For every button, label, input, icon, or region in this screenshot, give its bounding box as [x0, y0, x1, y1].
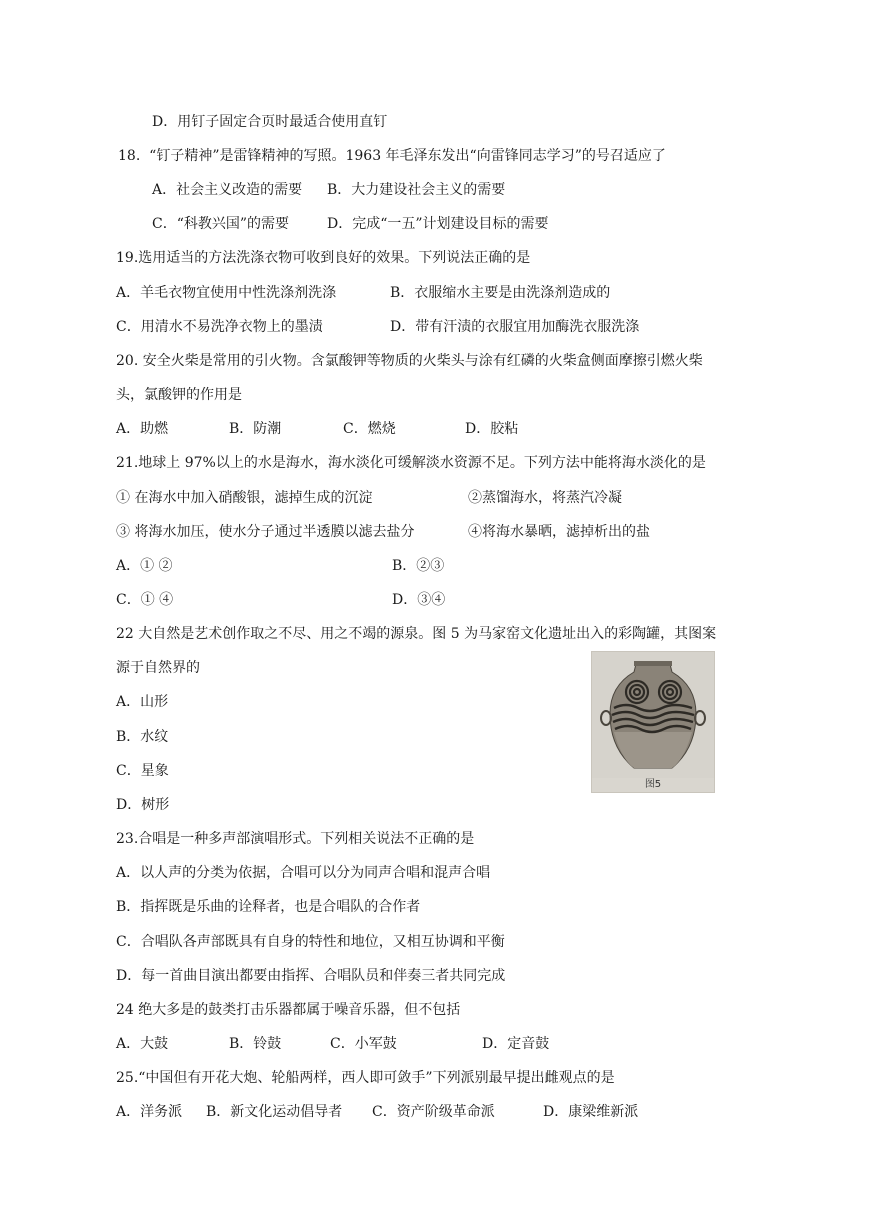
q20-option-b: B．防潮 — [229, 421, 282, 437]
q20-option-d: D．胶粘 — [465, 421, 519, 437]
q18-option-d: D．完成“一五”计划建设目标的需要 — [327, 216, 549, 232]
q23-option-b: B．指挥既是乐曲的诠释者，也是合唱队的合作者 — [116, 899, 421, 915]
q18-option-b: B．大力建设社会主义的需要 — [327, 182, 506, 198]
q20-option-a: A．助燃 — [116, 421, 169, 437]
q21-stem: 21.地球上 97%以上的水是海水，海水淡化可缓解淡水资源不足。下列方法中能将海水淡化的是 — [116, 455, 706, 471]
q22-option-a: A．山形 — [116, 694, 169, 710]
q25-option-b: B．新文化运动倡导者 — [206, 1104, 343, 1120]
q24-stem: 24 绝大多是的鼓类打击乐器都属于噪音乐器，但不包括 — [116, 1002, 461, 1018]
q21-option-d: D．③④ — [392, 592, 446, 608]
q20-stem-line1: 20. 安全火柴是常用的引火物。含氯酸钾等物质的火柴头与涂有红磷的火柴盒侧面摩擦引燃火柴 — [116, 353, 703, 369]
q19-stem: 19.选用适当的方法洗涤衣物可收到良好的效果。下列说法正确的是 — [116, 250, 531, 266]
q21-option-a: A．① ② — [116, 558, 173, 574]
q23-option-d: D．每一首曲目演出都要由指挥、合唱队员和伴奏三者共同完成 — [116, 968, 506, 984]
q25-option-c: C．资产阶级革命派 — [372, 1104, 495, 1120]
q25-option-a: A．洋务派 — [116, 1104, 183, 1120]
q23-stem: 23.合唱是一种多声部演唱形式。下列相关说法不正确的是 — [116, 831, 475, 847]
q23-option-a: A．以人声的分类为依据，合唱可以分为同声合唱和混声合唱 — [116, 865, 491, 881]
q21-item-4: ④将海水暴晒，滤掉析出的盐 — [468, 524, 650, 540]
q23-option-c: C．合唱队各声部既具有自身的特性和地位，又相互协调和平衡 — [116, 934, 505, 950]
q19-option-b: B．衣服缩水主要是由洗涤剂造成的 — [390, 285, 611, 301]
q24-option-a: A．大鼓 — [116, 1036, 169, 1052]
q24-option-b: B．铃鼓 — [229, 1036, 282, 1052]
q24-option-d: D．定音鼓 — [482, 1036, 550, 1052]
q20-stem-line2: 头，氯酸钾的作用是 — [116, 387, 242, 403]
q22-option-c: C．星象 — [116, 763, 169, 779]
q21-option-c: C．① ④ — [116, 592, 174, 608]
q21-item-3: ③ 将海水加压，使水分子通过半透膜以滤去盐分 — [116, 524, 415, 540]
q18-option-c: C．“科教兴国”的需要 — [152, 216, 290, 232]
q22-option-b: B．水纹 — [116, 729, 169, 745]
q22-stem-line2: 源于自然界的 — [116, 660, 200, 676]
q25-stem: 25.“中国但有开花大炮、轮船两样，西人即可敛手”下列派别最早提出雌观点的是 — [116, 1070, 615, 1086]
q21-option-b: B．②③ — [392, 558, 445, 574]
q25-option-d: D．康梁维新派 — [543, 1104, 639, 1120]
q19-option-c: C．用清水不易洗净衣物上的墨渍 — [116, 319, 323, 335]
q22-stem-line1: 22 大自然是艺术创作取之不尽、用之不竭的源泉。图 5 为马家窑文化遗址出入的彩陶罐，其图案 — [116, 626, 717, 642]
q18-stem: 18. “钉子精神”是雷锋精神的写照。1963 年毛泽东发出“向雷锋同志学习”的号召适应了 — [118, 148, 666, 164]
q19-option-d: D．带有汗渍的衣服宜用加酶洗衣服洗涤 — [390, 319, 640, 335]
q22-option-d: D．树形 — [116, 797, 170, 813]
figure-caption: 图5 — [644, 779, 662, 790]
q18-option-a: A．社会主义改造的需要 — [152, 182, 303, 198]
pottery-jar-figure — [591, 651, 715, 793]
pottery-jar-image — [592, 652, 714, 778]
q20-option-c: C．燃烧 — [343, 421, 396, 437]
q19-option-a: A．羊毛衣物宜使用中性洗涤剂洗涤 — [116, 285, 337, 301]
q21-item-2: ②蒸馏海水，将蒸汽冷凝 — [468, 490, 622, 506]
q17-option-d: D．用钉子固定合页时最适合使用直钉 — [152, 114, 388, 130]
q24-option-c: C．小军鼓 — [330, 1036, 397, 1052]
q21-item-1: ① 在海水中加入硝酸银，滤掉生成的沉淀 — [116, 490, 373, 506]
